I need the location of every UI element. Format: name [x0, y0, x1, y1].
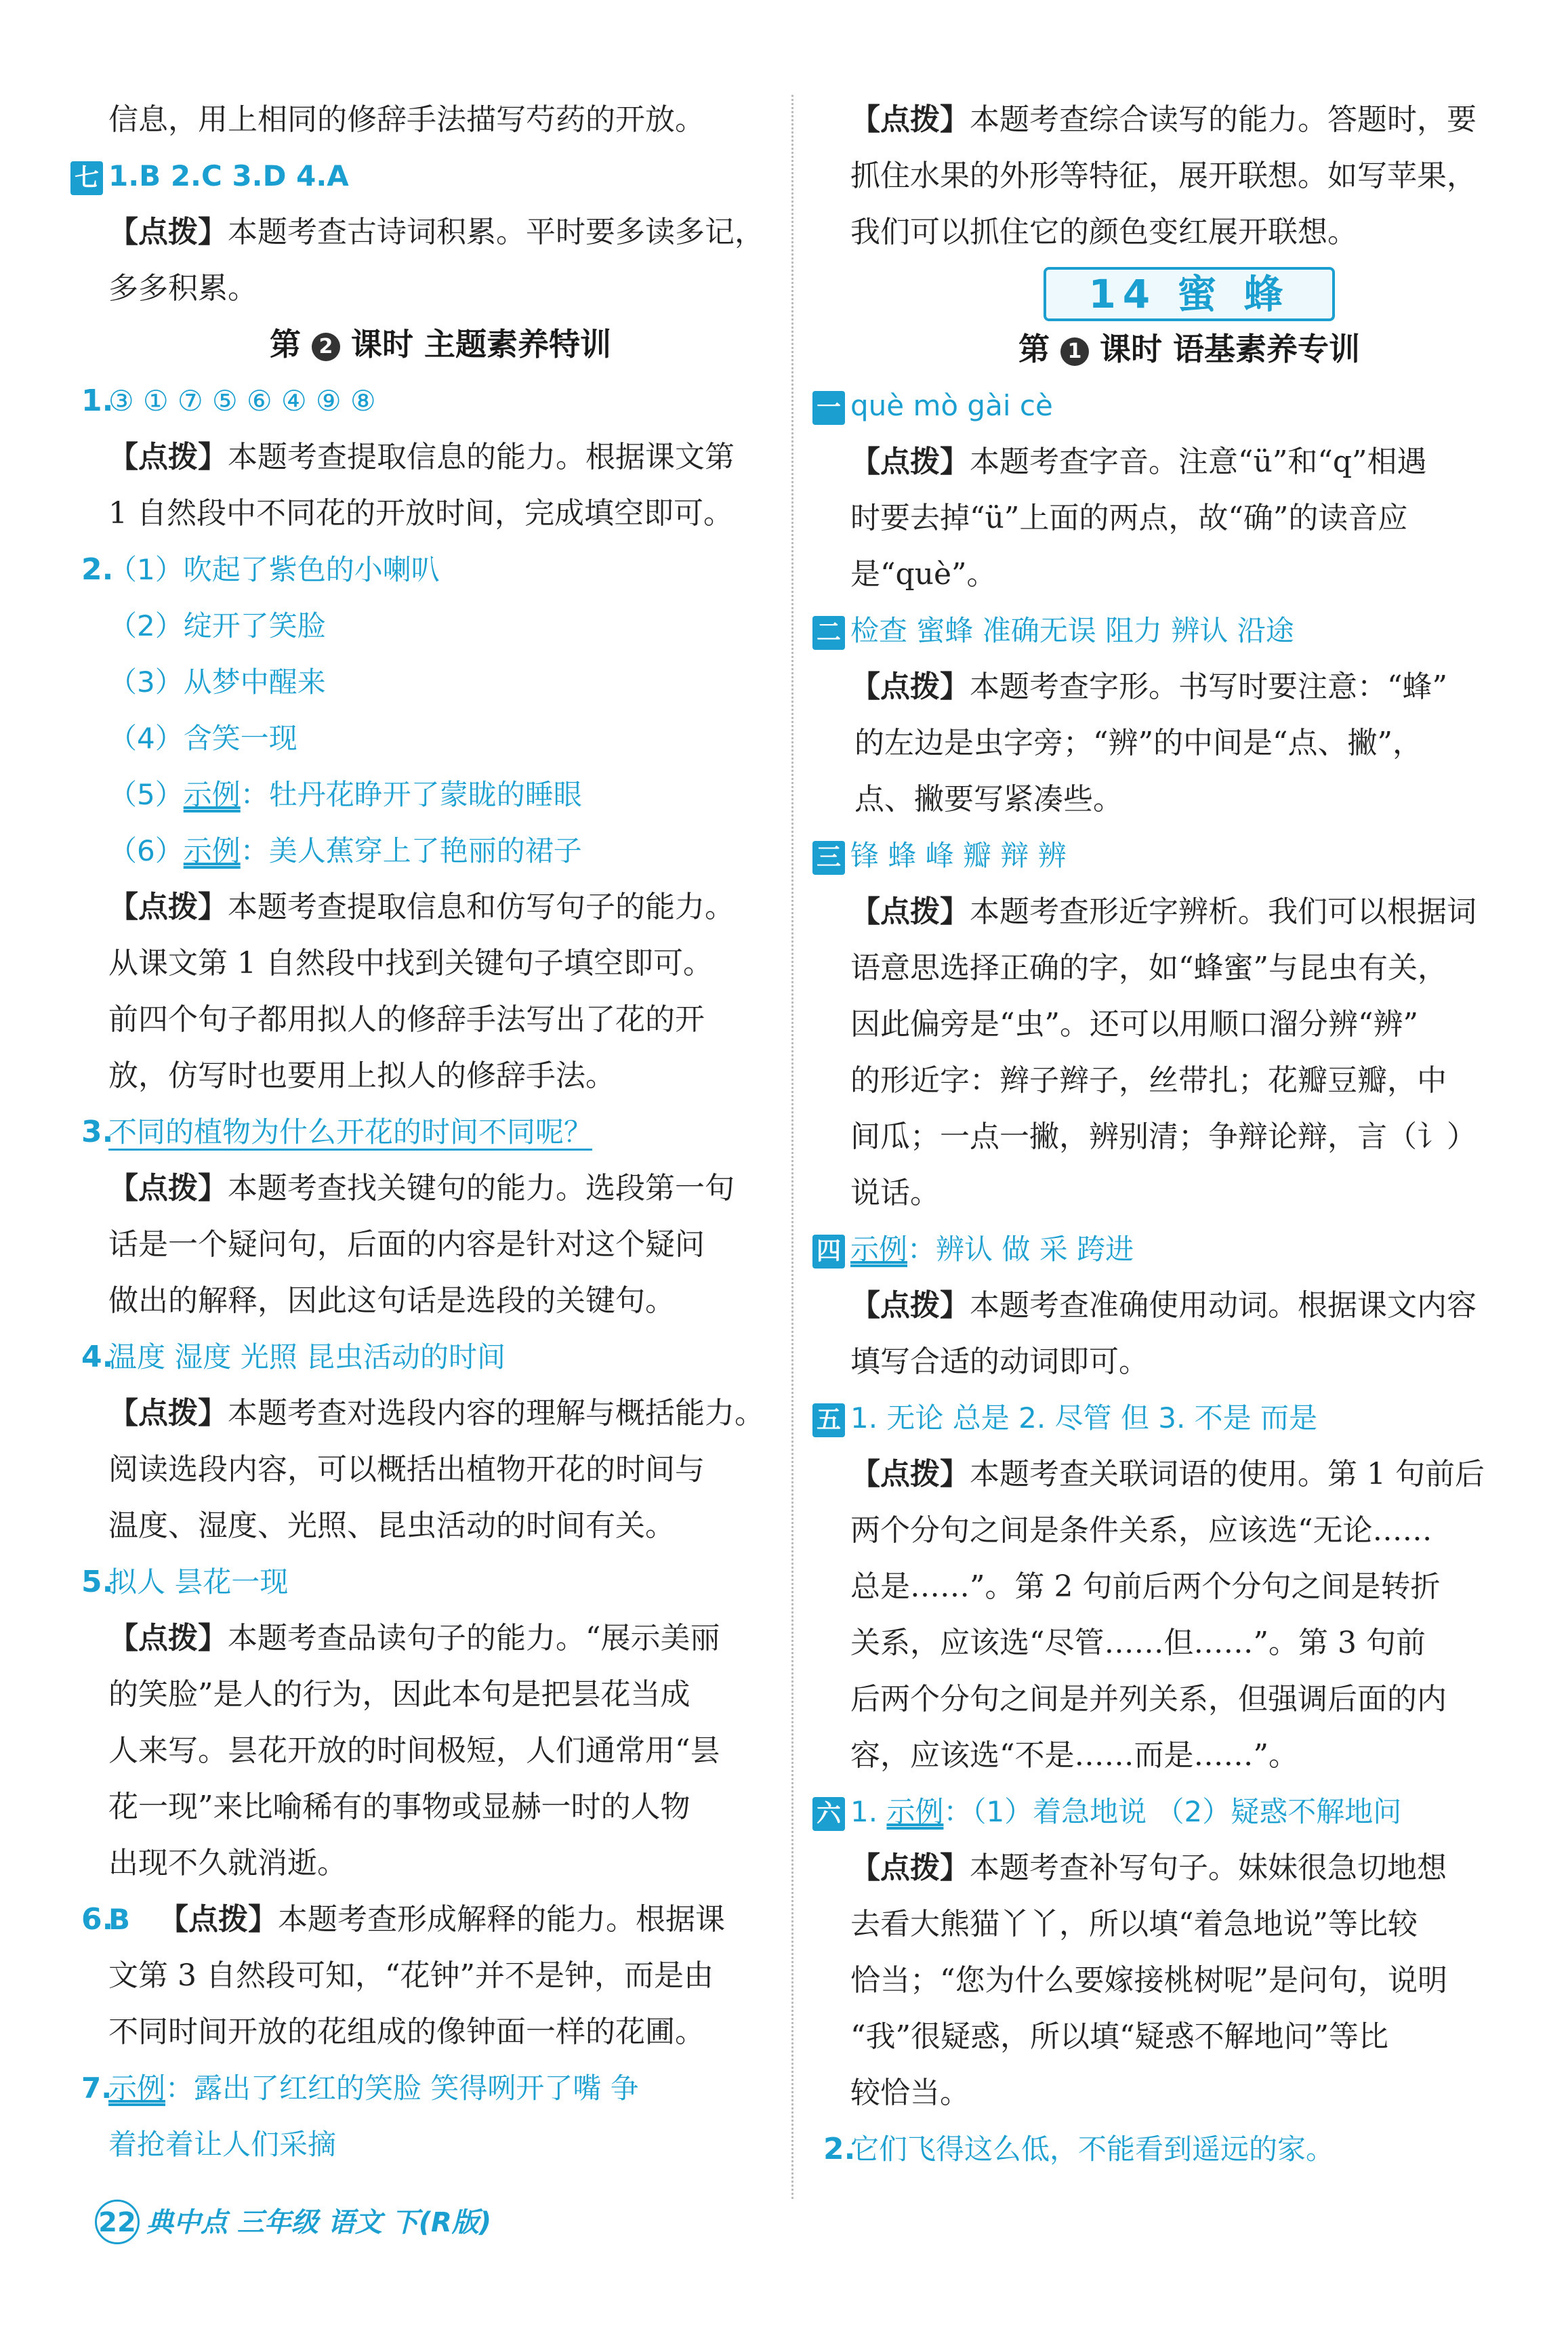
tip-line: [108, 429, 772, 485]
answer-text: ：（1）着急地说 （2）疑惑不解地问: [943, 1795, 1402, 1828]
tip-line: 1 自然段中不同花的开放时间，完成填空即可。: [108, 496, 733, 531]
tip-label: 【点拨】: [108, 1621, 228, 1655]
section-badge: 四: [812, 1235, 845, 1269]
lesson-number-badge: 2: [312, 333, 340, 361]
tip-line: “我”很疑惑，所以填“疑惑不解地问”等比: [850, 2019, 1388, 2054]
answer-line: [108, 823, 772, 879]
answer-text: 检查 蜜蜂 准确无误 阻力 辨认 沿途: [850, 614, 1294, 647]
tip-label: 【点拨】: [850, 1288, 970, 1323]
tip-line: 花一现”来比喻稀有的事物或显赫一时的人物: [108, 1790, 690, 1824]
tip-text: 本题考查提取信息和仿写句子的能力。: [228, 890, 735, 924]
example-label: 示例: [183, 778, 241, 811]
section-badge: 七: [70, 161, 103, 195]
header-pre: 第: [269, 326, 301, 363]
tip-label: 【点拨】: [158, 1902, 278, 1937]
tip-line: [850, 1277, 1528, 1334]
tip-line: [850, 1446, 1528, 1502]
tip-line: 较恰当。: [850, 2076, 970, 2110]
answer-text: ：露出了红红的笑脸 笑得咧开了嘴 争: [165, 2072, 639, 2105]
tip-label: 【点拨】: [850, 1851, 970, 1885]
column-divider: [791, 95, 793, 2199]
section-badge: 六: [812, 1797, 845, 1831]
tip-text: 本题考查补写句子。妹妹很急切地想: [970, 1851, 1447, 1885]
tip-text: 本题考查形成解释的能力。根据课: [277, 1902, 725, 1937]
section-5-answers: [816, 1390, 1528, 1446]
header-pre: 第: [1018, 331, 1050, 367]
answer-text: ：辨认 做 采 跨进: [907, 1233, 1134, 1266]
text-line: 信息，用上相同的修辞手法描写芍药的开放。: [108, 102, 705, 137]
tip-line: [108, 879, 772, 935]
section-badge: 一: [812, 391, 845, 425]
tip-label: 【点拨】: [108, 890, 228, 924]
tip-line: [108, 1610, 772, 1666]
tip-label: 【点拨】: [108, 1171, 228, 1205]
tip-line: 的形近字：辫子辫子，丝带扎；花瓣豆瓣，中: [850, 1063, 1447, 1098]
answer-line: 着抢着让人们采摘: [108, 2128, 337, 2161]
tip-line: 放，仿写时也要用上拟人的修辞手法。: [108, 1058, 615, 1093]
tip-line: 做出的解释，因此这句话是选段的关键句。: [108, 1283, 675, 1318]
tip-line: 文第 3 自然段可知，“花钟”并不是钟，而是由: [108, 1958, 714, 1993]
section-badge: 二: [812, 616, 845, 650]
answer-prefix: （6）: [108, 834, 184, 867]
question-number: 2.: [823, 2132, 856, 2166]
question-number: 3.: [81, 1115, 114, 1149]
question-number: 6.: [81, 1902, 114, 1937]
tip-text: 本题考查字形。书写时要注意：“蜂”: [970, 669, 1447, 704]
tip-line: 从课文第 1 自然段中找到关键句子填空即可。: [108, 946, 713, 981]
book-title: 典中点 三年级 语文 下(R版): [146, 2207, 492, 2238]
section-6-question-2: [823, 2121, 1528, 2177]
question-4: [81, 1329, 772, 1385]
answer-line: （3）从梦中醒来: [108, 665, 326, 699]
section-badge: 五: [812, 1403, 845, 1437]
tip-text: 本题考查找关键句的能力。选段第一句: [228, 1171, 735, 1205]
question-number: 4.: [81, 1340, 114, 1374]
tip-label: 【点拨】: [108, 215, 228, 249]
tip-line: 间瓜；一点一撇，辨别清；争辩论辩，言（讠）: [850, 1119, 1477, 1154]
tip-text: 本题考查对选段内容的理解与概括能力。: [228, 1396, 764, 1430]
example-label: 示例: [108, 2072, 166, 2105]
tip-line: 点、撇要写紧凑些。: [854, 782, 1123, 817]
tip-label: 【点拨】: [108, 440, 228, 474]
question-5: [81, 1554, 772, 1610]
question-number: 7.: [81, 2072, 112, 2105]
tip-text: 本题考查综合读写的能力。答题时，要: [970, 102, 1477, 137]
lesson-number-badge: 1: [1060, 337, 1089, 366]
tip-line: [850, 434, 1528, 490]
tip-line: [850, 884, 1528, 940]
answer-text: 温度 湿度 光照 昆虫活动的时间: [108, 1340, 506, 1374]
header-post: 课时 语基素养专训: [1100, 331, 1361, 367]
answer-text: 它们飞得这么低，不能看到遥远的家。: [850, 2132, 1335, 2166]
answer-prefix: （5）: [108, 778, 184, 811]
tip-label: 【点拨】: [850, 894, 970, 929]
page-number: 22: [95, 2200, 140, 2244]
lesson-2-header: [108, 316, 772, 373]
tip-line: 填写合适的动词即可。: [850, 1344, 1149, 1379]
tip-label: 【点拨】: [850, 445, 970, 479]
tip-line: 语意思选择正确的字，如“蜂蜜”与昆虫有关，: [850, 951, 1447, 985]
example-label: 示例: [886, 1795, 944, 1828]
answer-text: 1. 无论 总是 2. 尽管 但 3. 不是 而是: [850, 1401, 1318, 1435]
tip-line: 是“què”。: [850, 557, 997, 592]
section-7-answers: [74, 148, 772, 204]
answer-line: [108, 766, 772, 823]
answer-line: （4）含笑一现: [108, 722, 297, 755]
tip-line: 温度、湿度、光照、昆虫活动的时间有关。: [108, 1508, 675, 1543]
tip-line: 容，应该选“不是……而是……”。: [850, 1738, 1298, 1773]
tip-line: [108, 1385, 772, 1441]
right-column: [816, 91, 1528, 2177]
tip-line: 时要去掉“ü”上面的两点，故“确”的读音应: [850, 501, 1408, 535]
answer-text: 锋 蜂 峰 瓣 辩 辨: [850, 839, 1067, 872]
tip-line: 阅读选段内容，可以概括出植物开花的时间与: [108, 1452, 705, 1487]
tip-line: 关系，应该选“尽管……但……”。第 3 句前: [850, 1626, 1426, 1660]
tip-text: 本题考查准确使用动词。根据课文内容: [970, 1288, 1477, 1323]
answer-text: ③ ① ⑦ ⑤ ⑥ ④ ⑨ ⑧: [108, 384, 376, 417]
left-column: [74, 91, 772, 2172]
header-post: 课时 主题素养特训: [351, 326, 612, 363]
section-4-answers: [816, 1221, 1528, 1277]
tip-line: 的左边是虫字旁；“辨”的中间是“点、撇”，: [854, 726, 1422, 760]
section-1-answers: [816, 377, 1528, 434]
question-1: [81, 373, 772, 429]
question-6: [81, 1891, 772, 1947]
tip-line: 恰当；“您为什么要嫁接桃树呢”是问句，说明: [850, 1963, 1447, 1998]
tip-text: 本题考查形近字辨析。我们可以根据词: [970, 894, 1477, 929]
tip-line: 两个分句之间是条件关系，应该选“无论……: [850, 1513, 1432, 1548]
tip-line: 我们可以抓住它的颜色变红展开联想。: [850, 215, 1357, 249]
question-number: 2.: [81, 552, 114, 587]
answer-text: （1）吹起了紫色的小喇叭: [108, 553, 440, 586]
tip-line: [108, 204, 772, 260]
section-badge: 三: [812, 841, 845, 875]
tip-label: 【点拨】: [850, 669, 970, 704]
tip-line: 说话。: [850, 1176, 940, 1210]
answer-prefix: 1.: [850, 1795, 887, 1828]
tip-text: 本题考查关联词语的使用。第 1 句前后: [970, 1457, 1485, 1491]
tip-line: 出现不久就消逝。: [108, 1846, 347, 1880]
tip-line: [850, 659, 1528, 715]
tip-line: 抓住水果的外形等特征，展开联想。如写苹果，: [850, 159, 1477, 193]
tip-line: 话是一个疑问句，后面的内容是针对这个疑问: [108, 1227, 705, 1262]
example-label: 示例: [183, 834, 241, 867]
tip-line: 多多积累。: [108, 271, 257, 306]
answer-text: ：美人蕉穿上了艳丽的裙子: [240, 834, 582, 867]
question-2: [81, 541, 772, 598]
tip-line: 前四个句子都用拟人的修辞手法写出了花的开: [108, 1002, 705, 1037]
example-label: 示例: [850, 1233, 908, 1266]
tip-line: 人来写。昙花开放的时间极短，人们通常用“昙: [108, 1733, 720, 1768]
tip-label: 【点拨】: [850, 1457, 970, 1491]
tip-line: [850, 1840, 1528, 1896]
tip-line: [108, 1160, 772, 1216]
lesson-title-box: 14 蜜 蜂: [1044, 267, 1335, 321]
tip-line: 不同时间开放的花组成的像钟面一样的花圃。: [108, 2015, 705, 2049]
tip-text: 本题考查提取信息的能力。根据课文第: [228, 440, 735, 474]
answer-text: ：牡丹花睁开了蒙眬的睡眼: [240, 778, 582, 811]
tip-line: 总是……”。第 2 句前后两个分句之间是转折: [850, 1569, 1441, 1604]
tip-label: 【点拨】: [108, 1396, 228, 1430]
tip-line: 去看大熊猫丫丫，所以填“着急地说”等比较: [850, 1907, 1418, 1941]
question-7: [81, 2060, 772, 2116]
question-number: 5.: [81, 1565, 114, 1599]
page-footer: [95, 2199, 491, 2246]
tip-line: 后两个分句之间是并列关系，但强调后面的内: [850, 1682, 1447, 1716]
tip-line: 的笑脸”是人的行为，因此本句是把昙花当成: [108, 1677, 690, 1712]
answer-text: 拟人 昙花一现: [108, 1565, 289, 1599]
answer-line: （2）绽开了笑脸: [108, 609, 326, 642]
answer-text: 1.B 2.C 3.D 4.A: [108, 159, 349, 192]
tip-line: [850, 91, 1528, 148]
tip-text: 本题考查古诗词积累。平时要多读多记，: [228, 215, 764, 249]
answer-text: B: [108, 1903, 131, 1936]
tip-text: 本题考查字音。注意“ü”和“q”相遇: [970, 445, 1427, 479]
section-2-answers: [816, 602, 1528, 659]
question-number: 1.: [81, 384, 114, 418]
section-3-answers: [816, 827, 1528, 884]
section-6-answers: [816, 1784, 1528, 1840]
answer-text: què mò gài cè: [850, 389, 1053, 422]
tip-label: 【点拨】: [850, 102, 970, 137]
lesson-1-header: [850, 321, 1528, 377]
tip-line: 因此偏旁是“虫”。还可以用顺口溜分辨“辨”: [850, 1007, 1418, 1042]
tip-text: 本题考查品读句子的能力。“展示美丽: [228, 1621, 720, 1655]
question-3: [81, 1104, 772, 1160]
answer-text: 不同的植物为什么开花的时间不同呢？: [108, 1115, 592, 1151]
